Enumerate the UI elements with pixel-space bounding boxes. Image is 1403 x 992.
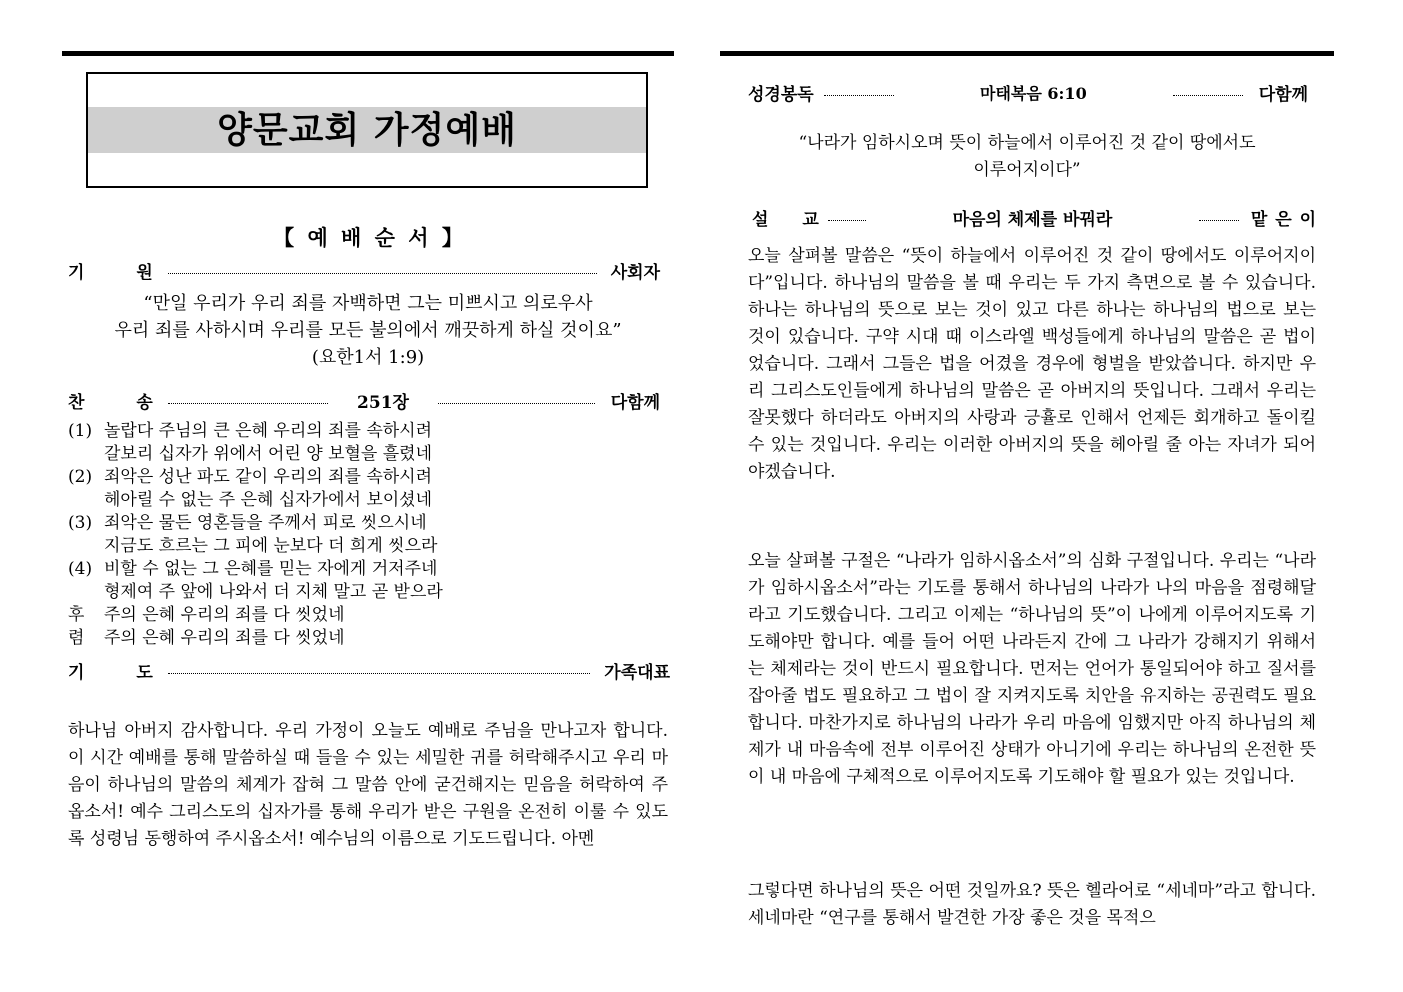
sermon-title: 마음의 체제를 바꿔라 xyxy=(952,210,1113,230)
prayer-label: 기 도 xyxy=(68,663,153,683)
verse-line: 우리 죄를 사하시며 우리를 모든 불의에서 깨끗하게 하실 것이요” xyxy=(114,320,622,341)
leader-dots xyxy=(824,95,894,96)
hymn-line xyxy=(68,535,668,558)
verse-reference: (요한1서 1:9) xyxy=(311,347,425,368)
hymn-verse-number: 렴 xyxy=(68,628,85,648)
verse-line: “만일 우리가 우리 죄를 자백하면 그는 미쁘시고 의로우사 xyxy=(143,293,593,314)
hymn-verse-number: (2) xyxy=(68,467,93,487)
hymn-line-text: 지금도 흐르는 그 피에 눈보다 더 희게 씻으라 xyxy=(104,536,438,556)
leader-dots xyxy=(828,220,866,221)
sermon-row xyxy=(752,205,1316,230)
hymn-line xyxy=(68,466,668,489)
leader-dots xyxy=(1199,220,1239,221)
leader-dots xyxy=(168,403,328,404)
hymn-verse-number: (4) xyxy=(68,559,93,579)
hymn-line-text: 죄악은 물든 영혼들을 주께서 피로 씻으시네 xyxy=(104,513,427,533)
invocation-verse xyxy=(62,290,674,371)
invocation-leader: 사회자 xyxy=(610,263,660,283)
verse-line: “나라가 임하시오며 뜻이 하늘에서 이루어진 것 같이 땅에서도 xyxy=(798,133,1256,153)
worship-order-heading: 【 예 배 순 서 】 xyxy=(273,226,463,250)
hymn-line-text: 주의 은혜 우리의 죄를 다 씻었네 xyxy=(104,628,345,648)
hymn-lyrics xyxy=(68,420,668,650)
hymn-line-text: 헤아릴 수 없는 주 은혜 십자가에서 보이셨네 xyxy=(104,490,433,510)
hymn-line-text: 놀랍다 주님의 큰 은혜 우리의 죄를 속하시려 xyxy=(104,421,433,441)
scripture-leader: 다함께 xyxy=(1258,85,1308,105)
hymn-line xyxy=(68,558,668,581)
hymn-line-text: 형제여 주 앞에 나와서 더 지체 말고 곧 받으라 xyxy=(104,582,443,602)
scripture-label: 성경봉독 xyxy=(748,85,814,105)
hymn-line-text: 주의 은혜 우리의 죄를 다 씻었네 xyxy=(104,605,345,625)
sermon-leader: 맡 은 이 xyxy=(1250,210,1316,230)
hymn-line xyxy=(68,604,668,627)
hymn-line xyxy=(68,512,668,535)
top-rule xyxy=(62,51,674,56)
hymn-verse-number xyxy=(68,535,104,558)
hymn-row xyxy=(68,388,660,413)
leader-dots xyxy=(438,403,595,404)
hymn-leader: 다함께 xyxy=(610,393,660,413)
scripture-verse xyxy=(720,130,1334,184)
hymn-line xyxy=(68,627,668,650)
hymn-line xyxy=(68,443,668,466)
hymn-verse-number: (1) xyxy=(68,421,93,441)
leader-dots xyxy=(168,673,590,674)
invocation-label: 기 원 xyxy=(68,263,153,283)
hymn-verse-number: 후 xyxy=(68,605,85,625)
hymn-verse-number: (3) xyxy=(68,513,93,533)
hymn-line xyxy=(68,489,668,512)
prayer-row xyxy=(68,658,670,683)
page-title: 양문교회 가정예배 xyxy=(217,110,517,151)
verse-line: 이루어지이다” xyxy=(973,160,1081,180)
hymn-verse-number xyxy=(68,489,104,512)
hymn-line xyxy=(68,420,668,443)
sermon-paragraph: 오늘 살펴볼 구절은 “나라가 임하시옵소서”의 심화 구절입니다. 우리는 “나라가 임하시옵소서”라는 기도를 통해서 하나님의 나라가 나의 마음을 점령해달라고 기도했습니다. 그리고 이제는 “하나님의 뜻”이 나에게 이루어지도록 기도해야만 합니다. 예를 들어 어떤 나라든지 간에 그 나라가 강해지기 위해서는 체제라는 것이 반드시 필요합니다. 먼저는 언어가 통일되어야 하고 질서를 잡아줄 법도 필요하고 그 법이 잘 지켜지도록 치안을 유지하는 공권력도 필요합니다. 마찬가지로 하나님의 나라가 우리 마음에 임했지만 아직 하나님의 체제가 내 마음속에 전부 이루어진 상태가 아니기에 우리는 하나님의 온전한 뜻이 내 마음에 구체적으로 이루어지도록 기도해야 할 필요가 있는 것입니다. xyxy=(748,551,1316,787)
leader-dots xyxy=(168,273,597,274)
hymn-line-text: 비할 수 없는 그 은혜를 믿는 자에게 거저주네 xyxy=(104,559,438,579)
hymn-verse-number xyxy=(68,581,104,604)
hymn-number: 251장 xyxy=(357,393,409,413)
leader-dots xyxy=(1173,95,1243,96)
hymn-line xyxy=(68,581,668,604)
hymn-label: 찬 송 xyxy=(68,393,153,413)
sermon-paragraph: 오늘 살펴볼 말씀은 “뜻이 하늘에서 이루어진 것 같이 땅에서도 이루어지이다”입니다. 하나님의 말씀을 볼 때 우리는 두 가지 측면으로 볼 수 있습니다. 하나는 하나님의 뜻으로 보는 것이 있고 다른 하나는 하나님의 법으로 보는 것이 있습니다. 구약 시대 때 이스라엘 백성들에게 하나님의 말씀은 곧 법이었습니다. 그래서 그들은 법을 어겼을 경우에 형벌을 받았씁니다. 하지만 우리 그리스도인들에게 하나님의 말씀은 곧 아버지의 뜻입니다. 그래서 우리는 잘못했다 하더라도 아버지의 사랑과 긍휼로 인해서 언제든 회개하고 돌이킬 수 있는 것입니다. 우리는 이러한 아버지의 뜻을 헤아릴 줄 아는 자녀가 되어야겠습니다. xyxy=(748,246,1316,482)
hymn-line-text: 갈보리 십자가 위에서 어린 양 보혈을 흘렸네 xyxy=(104,444,433,464)
scripture-row xyxy=(748,80,1308,105)
scripture-reference: 마태복음 6:10 xyxy=(980,84,1087,103)
sermon-paragraph: 그렇다면 하나님의 뜻은 어떤 것일까요? 뜻은 헬라어로 “세네마”라고 합니다. 세네마란 “연구를 통해서 발견한 가장 좋은 것을 목적으 xyxy=(748,881,1316,928)
top-rule xyxy=(720,51,1334,56)
prayer-text: 하나님 아버지 감사합니다. 우리 가정이 오늘도 예배로 주님을 만나고자 합니다. 이 시간 예배를 통해 말씀하실 때 들을 수 있는 세밀한 귀를 허락해주시고 우리 마음이 하나님의 말씀의 체계가 잡혀 그 말씀 안에 굳건해지는 믿음을 허락하여 주옵소서! 예수 그리스도의 십자가를 통해 우리가 받은 구원을 온전히 이룰 수 있도록 성령님 동행하여 주시옵소서! 예수님의 이름으로 기도드립니다. 아멘 xyxy=(68,721,668,849)
prayer-leader: 가족대표 xyxy=(604,663,670,683)
title-box xyxy=(86,72,648,188)
sermon-label: 설 교 xyxy=(752,210,819,230)
hymn-verse-number xyxy=(68,443,104,466)
invocation-row xyxy=(68,258,660,283)
hymn-line-text: 죄악은 성난 파도 같이 우리의 죄를 속하시려 xyxy=(104,467,433,487)
